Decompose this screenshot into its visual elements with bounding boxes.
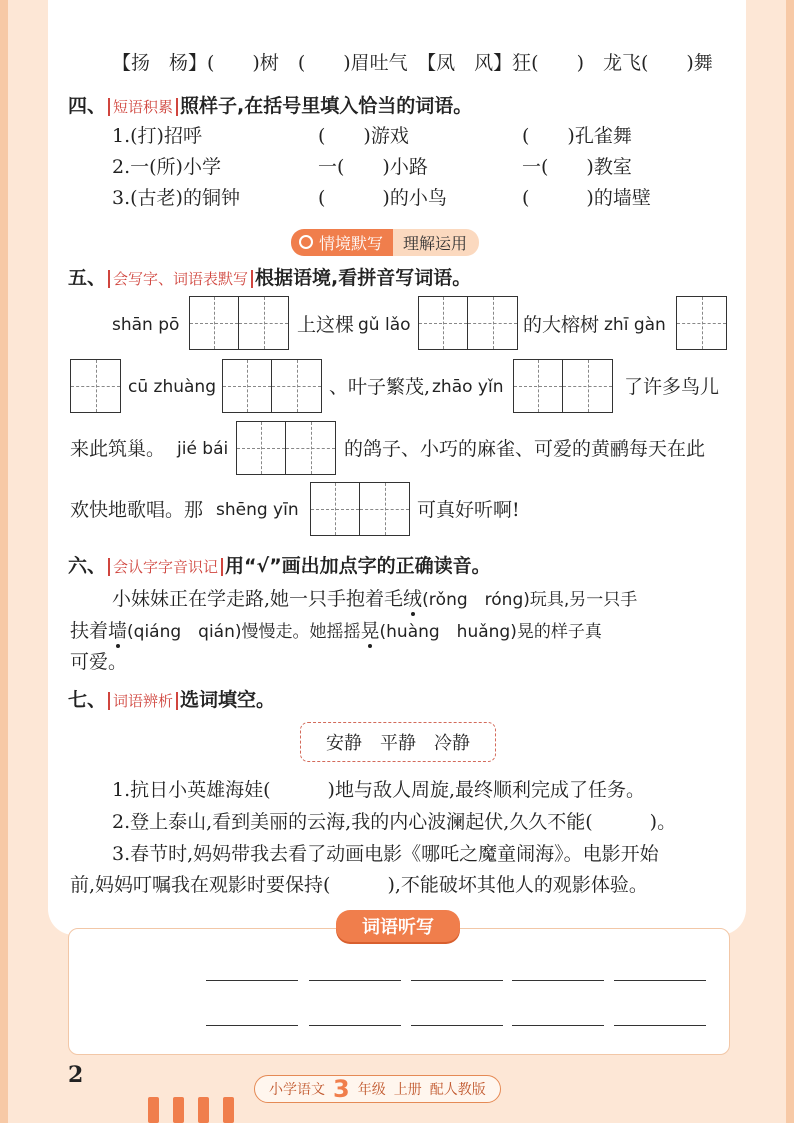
q6-number: 六、 bbox=[68, 555, 107, 577]
dictation-blank[interactable] bbox=[309, 980, 401, 981]
q5-tag: 会写字、词语表默写 bbox=[108, 270, 253, 288]
footer-grade: 3 bbox=[333, 1075, 350, 1103]
q6-l1-text: 小妹妹正在学走路,她一只手抱着毛 bbox=[112, 588, 404, 610]
binding-tabs bbox=[148, 1097, 234, 1123]
footer-grade-unit: 年级 bbox=[357, 1082, 386, 1098]
q4-row-2-col-2: 一( )小路 bbox=[318, 156, 428, 178]
q4-title: 照样子,在括号里填入恰当的词语。 bbox=[180, 95, 473, 117]
pinyin-jie-bai: jié bái bbox=[177, 439, 229, 459]
dictation-blank[interactable] bbox=[614, 980, 706, 981]
medal-icon bbox=[299, 235, 313, 249]
q5-text-3: 、叶子繁茂, bbox=[329, 376, 431, 398]
q7-sentence-1: 1.抗日小英雄海娃( )地与敌人周旋,最终顺利完成了任务。 bbox=[112, 779, 645, 801]
q5-text-7: 欢快地歌唱。那 bbox=[70, 499, 204, 521]
writing-grid-zhi-gan[interactable] bbox=[676, 296, 727, 350]
pinyin-sheng-yin: shēng yīn bbox=[216, 500, 299, 520]
q4-row-3-col-2: ( )的小鸟 bbox=[318, 187, 447, 209]
dictation-blank[interactable] bbox=[411, 1025, 503, 1026]
q4-row-2-col-1: 2.一(所)小学 bbox=[112, 156, 221, 178]
q7-sentence-2: 2.登上泰山,看到美丽的云海,我的内心波澜起伏,久久不能( )。 bbox=[112, 811, 677, 833]
q4-number: 四、 bbox=[68, 95, 107, 117]
footer-subject: 小学语文 bbox=[269, 1082, 325, 1098]
q5-text-2: 的大榕树 bbox=[523, 314, 600, 336]
q6-line-2 bbox=[70, 618, 602, 645]
writing-grid-shan-po[interactable] bbox=[189, 296, 289, 350]
dictation-blank[interactable] bbox=[411, 980, 503, 981]
q7-title: 选词填空。 bbox=[180, 689, 276, 711]
q6-title: 用“√”画出加点字的正确读音。 bbox=[225, 555, 491, 577]
q4-row-2-col-3: 一( )教室 bbox=[522, 156, 632, 178]
pinyin-zhao-yin: zhāo yǐn bbox=[432, 377, 504, 397]
writing-grid-cu-zhuang[interactable] bbox=[222, 359, 322, 413]
word-choice-box: 安静 平静 冷静 bbox=[300, 722, 496, 762]
q4-row-1-col-1: 1.(打)招呼 bbox=[112, 125, 202, 147]
pinyin-cu-zhuang: cū zhuàng bbox=[128, 377, 216, 397]
q7-number: 七、 bbox=[68, 689, 107, 711]
q6-l2-options-2[interactable]: (huàng huǎng)晃的样子真 bbox=[379, 622, 602, 642]
dictation-blank[interactable] bbox=[512, 1025, 604, 1026]
dictation-blank[interactable] bbox=[206, 1025, 298, 1026]
page-edge-left bbox=[0, 0, 8, 1123]
q4-heading bbox=[68, 93, 472, 120]
q4-row-3-col-1: 3.(古老)的铜钟 bbox=[112, 187, 240, 209]
q7-sentence-3a: 3.春节时,妈妈带我去看了动画电影《哪吒之魔童闹海》。电影开始 bbox=[112, 843, 659, 865]
q5-text-8: 可真好听啊! bbox=[417, 499, 520, 521]
book-info-footer bbox=[254, 1075, 501, 1103]
q6-l2-text: 扶着 bbox=[70, 620, 109, 642]
q6-line-1 bbox=[112, 586, 637, 613]
dictation-panel bbox=[68, 928, 730, 1055]
writing-grid-sheng-yin[interactable] bbox=[310, 482, 410, 536]
q7-heading bbox=[68, 687, 275, 714]
q4-row-1-col-2: ( )游戏 bbox=[318, 125, 409, 147]
footer-term: 上册 bbox=[393, 1082, 422, 1098]
dotted-char-rong: 绒 bbox=[403, 588, 423, 610]
pinyin-gu-lao: gǔ lǎo bbox=[358, 315, 411, 335]
q5-text-1: 上这棵 bbox=[297, 314, 355, 336]
dictation-blank[interactable] bbox=[512, 980, 604, 981]
q5-text-4: 了许多鸟儿 bbox=[624, 376, 720, 398]
pinyin-zhi-gan: zhī gàn bbox=[604, 315, 666, 335]
q5-text-5: 来此筑巢。 bbox=[70, 438, 166, 460]
q5-title: 根据语境,看拼音写词语。 bbox=[255, 267, 472, 289]
writing-grid-zhi-gan-2[interactable] bbox=[70, 359, 121, 413]
banner-left-label: 情境默写 bbox=[319, 233, 384, 253]
q6-line-3: 可爱。 bbox=[70, 651, 128, 673]
banner-right: 理解运用 bbox=[393, 229, 479, 256]
writing-grid-jie-bai[interactable] bbox=[236, 421, 336, 475]
q4-row-1-col-3: ( )孔雀舞 bbox=[522, 125, 632, 147]
dictation-blank[interactable] bbox=[206, 980, 298, 981]
footer-edition: 配人教版 bbox=[429, 1082, 486, 1098]
writing-grid-gu-lao[interactable] bbox=[418, 296, 518, 350]
dictation-blank[interactable] bbox=[309, 1025, 401, 1026]
q4-row-3-col-3: ( )的墙壁 bbox=[522, 187, 651, 209]
q4-tag: 短语积累 bbox=[108, 98, 178, 116]
pinyin-shan-po: shān pō bbox=[112, 315, 180, 335]
section-banner bbox=[291, 229, 479, 255]
q7-sentence-3b: 前,妈妈叮嘱我在观影时要保持( ),不能破坏其他人的观影体验。 bbox=[70, 874, 648, 896]
page-number: 2 bbox=[68, 1062, 84, 1088]
q6-l2-options[interactable]: (qiáng qián)慢慢走。她摇摇 bbox=[127, 622, 361, 642]
q7-tag: 词语辨析 bbox=[108, 692, 178, 710]
dictation-blank[interactable] bbox=[614, 1025, 706, 1026]
dotted-char-huang: 晃 bbox=[360, 620, 380, 642]
dictation-title: 词语听写 bbox=[336, 910, 460, 942]
q6-tag: 会认字字音识记 bbox=[108, 558, 223, 576]
page-edge-right bbox=[786, 0, 794, 1123]
q5-heading bbox=[68, 265, 471, 292]
top-line-exercise: 【扬 杨】( )树 ( )眉吐气 【凤 风】狂( ) 龙飞( )舞 bbox=[112, 52, 713, 74]
writing-grid-zhao-yin[interactable] bbox=[513, 359, 613, 413]
q5-number: 五、 bbox=[68, 267, 107, 289]
banner-left bbox=[291, 229, 393, 256]
q6-l1-options[interactable]: (rǒng róng)玩具,另一只手 bbox=[422, 590, 638, 610]
q5-text-6: 的鸽子、小巧的麻雀、可爱的黄鹂每天在此 bbox=[344, 438, 706, 460]
q6-heading bbox=[68, 553, 491, 580]
dotted-char-qiang: 墙 bbox=[108, 620, 128, 642]
